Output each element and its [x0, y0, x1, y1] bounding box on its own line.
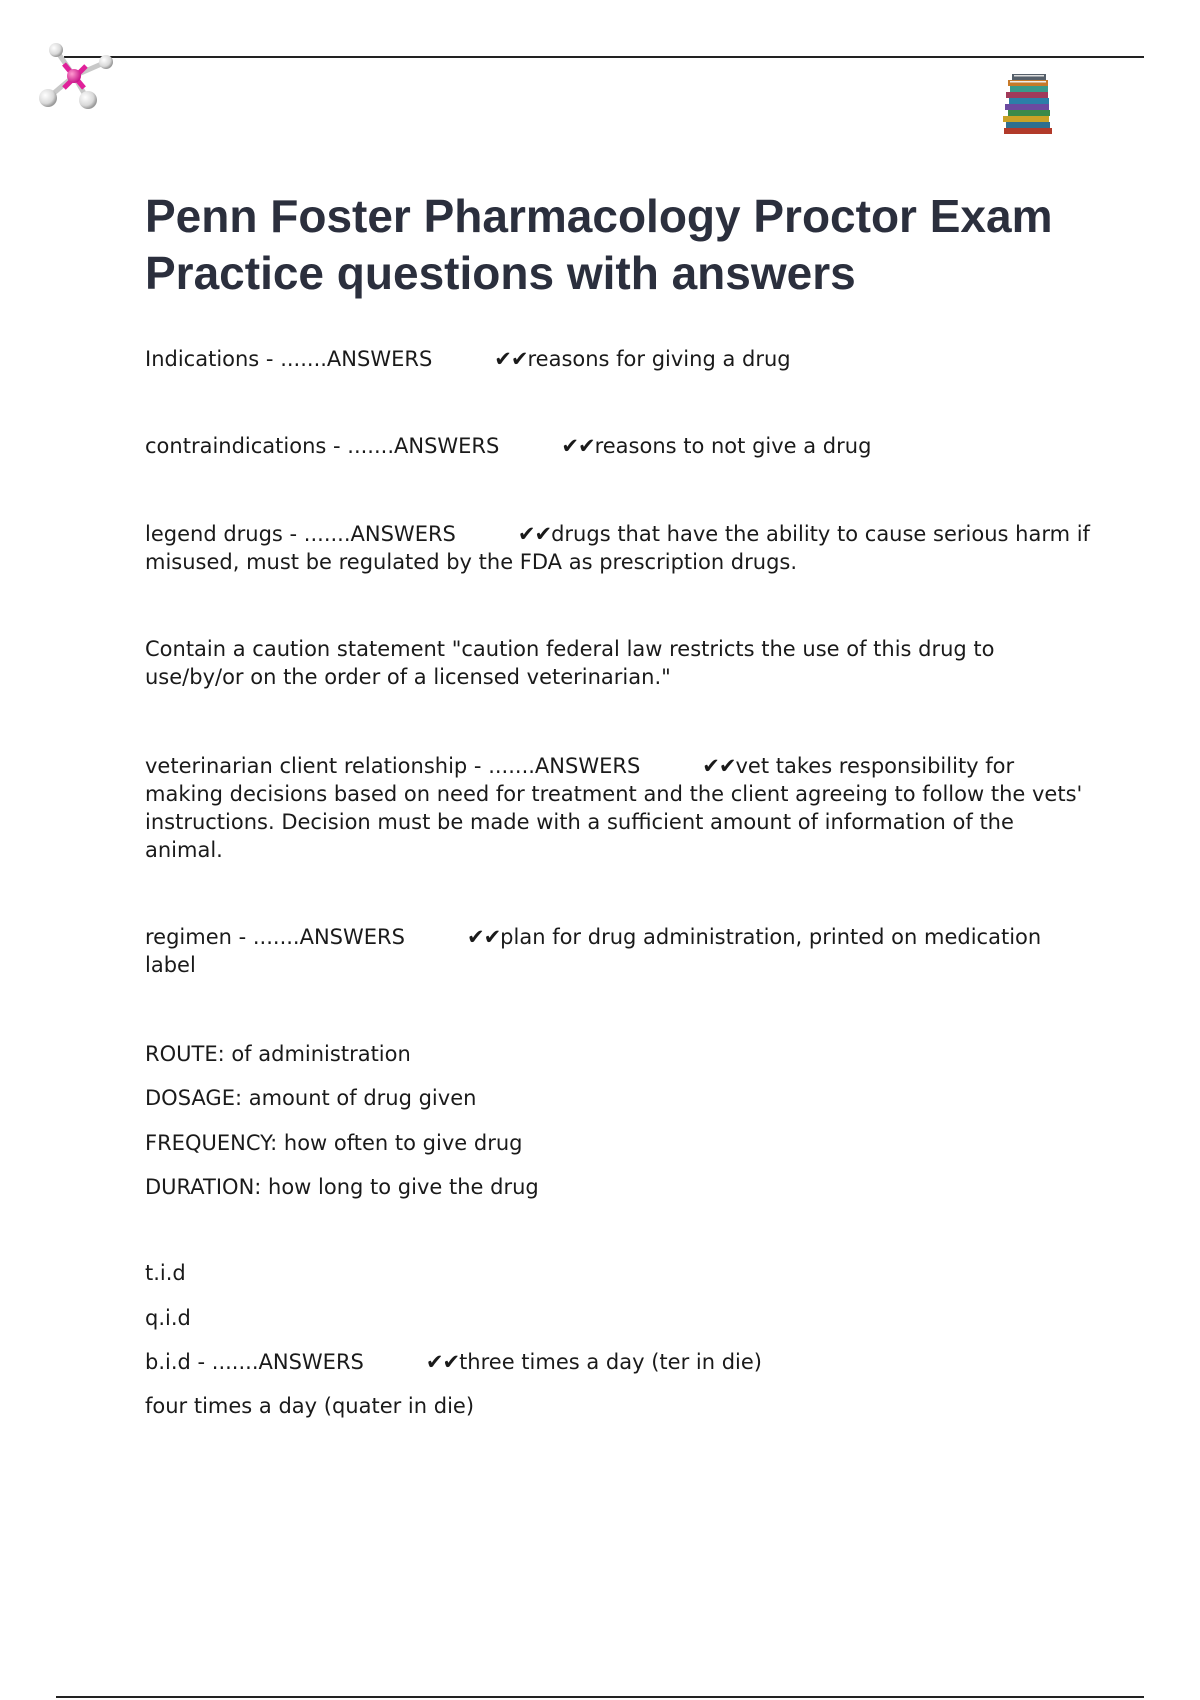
molecule-logo-icon [36, 42, 116, 114]
answers-marker: .......ANSWERS [252, 925, 405, 949]
qa-entry [145, 520, 1090, 576]
answer-text: three times a day (ter in die) [459, 1350, 762, 1374]
check-marks: ✔✔ [425, 1350, 460, 1374]
check-marks: ✔✔ [466, 925, 501, 949]
question-term: veterinarian client relationship - [145, 754, 489, 778]
check-marks: ✔✔ [702, 754, 736, 778]
stack-of-books-icon [1000, 72, 1056, 136]
header-rule [64, 56, 1144, 58]
qa-entry [145, 752, 1090, 864]
qa-entry [145, 432, 1090, 460]
text-line: DOSAGE: amount of drug given [145, 1086, 477, 1110]
text-line: FREQUENCY: how often to give drug [145, 1131, 523, 1155]
question-term: b.i.d - [145, 1350, 212, 1374]
qa-entry [145, 1348, 1090, 1376]
answers-marker: .......ANSWERS [303, 522, 456, 546]
answers-marker: .......ANSWERS [488, 754, 641, 778]
text-line: Contain a caution statement "caution federal law restricts the use of this drug to use/by/or on the order of a licensed veterinarian." [145, 637, 995, 689]
footer-rule [56, 1696, 1144, 1698]
answers-marker: .......ANSWERS [280, 347, 433, 371]
question-term: contraindications - [145, 434, 348, 458]
answer-text: vet takes responsibility for making decisions based on need for treatment and the client agreeing to follow the vets' instructions. Decision must be made with a sufficient amount of information of the animal. [145, 754, 1083, 862]
answer-text: drugs that have the ability to cause serious harm if misused, must be regulated by the FDA as prescription drugs. [145, 522, 1090, 574]
text-line: four times a day (quater in die) [145, 1394, 475, 1418]
answer-text: plan for drug administration, printed on medication label [145, 925, 1042, 977]
answers-marker: .......ANSWERS [347, 434, 500, 458]
question-term: Indications - [145, 347, 281, 371]
document-title: Penn Foster Pharmacology Proctor Exam Practice questions with answers [145, 190, 1053, 299]
text-line: DURATION: how long to give the drug [145, 1175, 539, 1199]
check-marks: ✔✔ [517, 522, 552, 546]
qa-entry [145, 345, 1090, 373]
check-marks: ✔✔ [561, 434, 595, 458]
check-marks: ✔✔ [494, 347, 528, 371]
answer-text: reasons to not give a drug [594, 434, 872, 458]
text-line: q.i.d [145, 1306, 191, 1330]
qa-entry [145, 923, 1090, 979]
text-line: ROUTE: of administration [145, 1042, 411, 1066]
question-term: legend drugs - [145, 522, 304, 546]
answer-text: reasons for giving a drug [527, 347, 791, 371]
answers-marker: .......ANSWERS [211, 1350, 364, 1374]
question-term: regimen - [145, 925, 253, 949]
text-line: t.i.d [145, 1261, 186, 1285]
